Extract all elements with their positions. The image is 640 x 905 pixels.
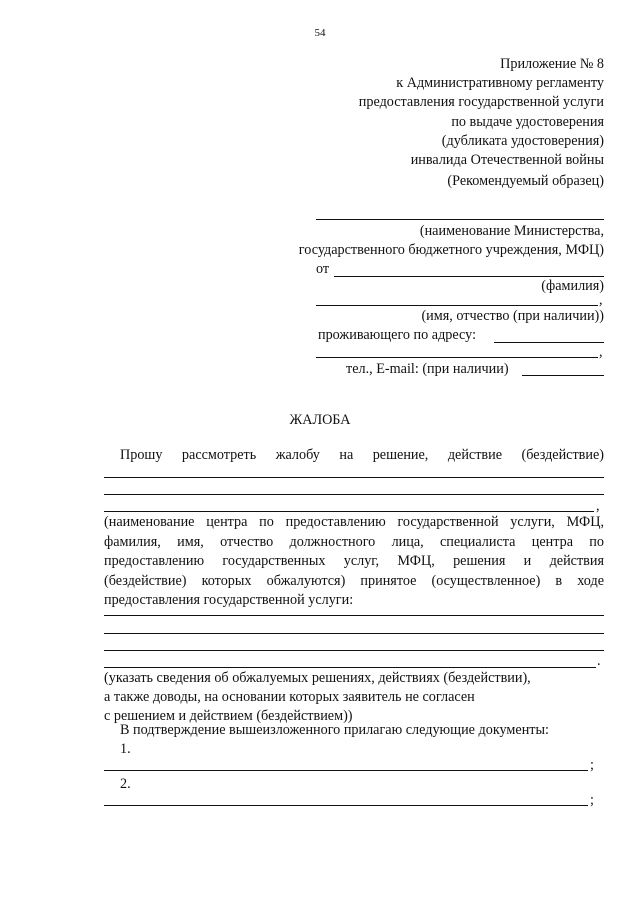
fill-line — [104, 650, 604, 651]
appendix-line: по выдаче удостоверения — [451, 113, 604, 130]
attachment-line — [104, 805, 588, 806]
caption-line: (наименование центра по предоставлению государственной услуги, МФЦ, — [104, 514, 604, 530]
caption-line: предоставления государственной услуги: — [104, 592, 354, 609]
address-line — [494, 342, 604, 343]
appendix-header — [359, 55, 604, 170]
document-title: ЖАЛОБА — [289, 412, 351, 428]
address-label: проживающего по адресу: — [318, 327, 477, 343]
caption-line: а также доводы, на основании которых заявитель не согласен — [104, 689, 475, 705]
attachment-end: ; — [590, 757, 594, 773]
attachment-number: 2. — [120, 776, 131, 792]
fill-line — [104, 615, 604, 616]
caption-line: предоставлению государственных услуг, МФЦ, решения и действия — [104, 553, 604, 570]
phone-line — [522, 375, 604, 376]
center-caption — [104, 513, 604, 611]
request-line: Прошу рассмотреть жалобу на решение, действие (бездействие) — [120, 447, 604, 463]
appendix-line: инвалида Отечественной войны — [410, 152, 604, 169]
sample-note: (Рекомендуемый образец) — [447, 173, 604, 189]
caption-line: с решением и действием (бездействием)) — [104, 708, 353, 724]
attachments-intro: В подтверждение вышеизложенного прилагаю следующие документы: — [120, 722, 549, 738]
fill-line — [104, 494, 604, 495]
appendix-line: к Административному регламенту — [396, 75, 604, 92]
org-caption: государственного бюджетного учреждения, МФЦ) — [298, 242, 604, 258]
period: . — [597, 653, 601, 669]
attachment-number: 1. — [120, 741, 131, 757]
fill-line — [104, 667, 596, 668]
org-name-line — [316, 219, 604, 220]
caption-line: (бездействие) которых обжалуются) принятое (осуществленное) в ходе — [104, 572, 604, 589]
fill-line — [104, 477, 604, 478]
appendix-line: Приложение № 8 — [500, 56, 604, 72]
attachment-end: ; — [590, 792, 594, 808]
surname-caption: (фамилия) — [541, 278, 604, 294]
page-number: 54 — [314, 27, 326, 39]
request-line-block — [120, 446, 604, 466]
from-label: от — [316, 261, 330, 277]
phone-label: тел., E-mail: (при наличии) — [346, 361, 509, 377]
address-line-2 — [316, 357, 598, 358]
appendix-line: (дубликата удостоверения) — [441, 132, 604, 149]
comma: , — [599, 344, 603, 360]
attachment-line — [104, 770, 588, 771]
org-caption: (наименование Министерства, — [419, 223, 604, 239]
comma: , — [599, 292, 603, 308]
name-line — [316, 305, 598, 306]
caption-line: фамилия, имя, отчество должностного лица, специалиста центра по — [104, 533, 604, 550]
fill-line — [104, 511, 594, 512]
name-caption: (имя, отчество (при наличии)) — [421, 308, 604, 324]
fill-line — [104, 633, 604, 634]
decision-caption — [104, 669, 604, 726]
comma: , — [596, 498, 600, 514]
from-line — [334, 276, 604, 277]
caption-line: (указать сведения об обжалуемых решениях, действиях (бездействии), — [104, 670, 531, 686]
appendix-line: предоставления государственной услуги — [358, 94, 604, 111]
